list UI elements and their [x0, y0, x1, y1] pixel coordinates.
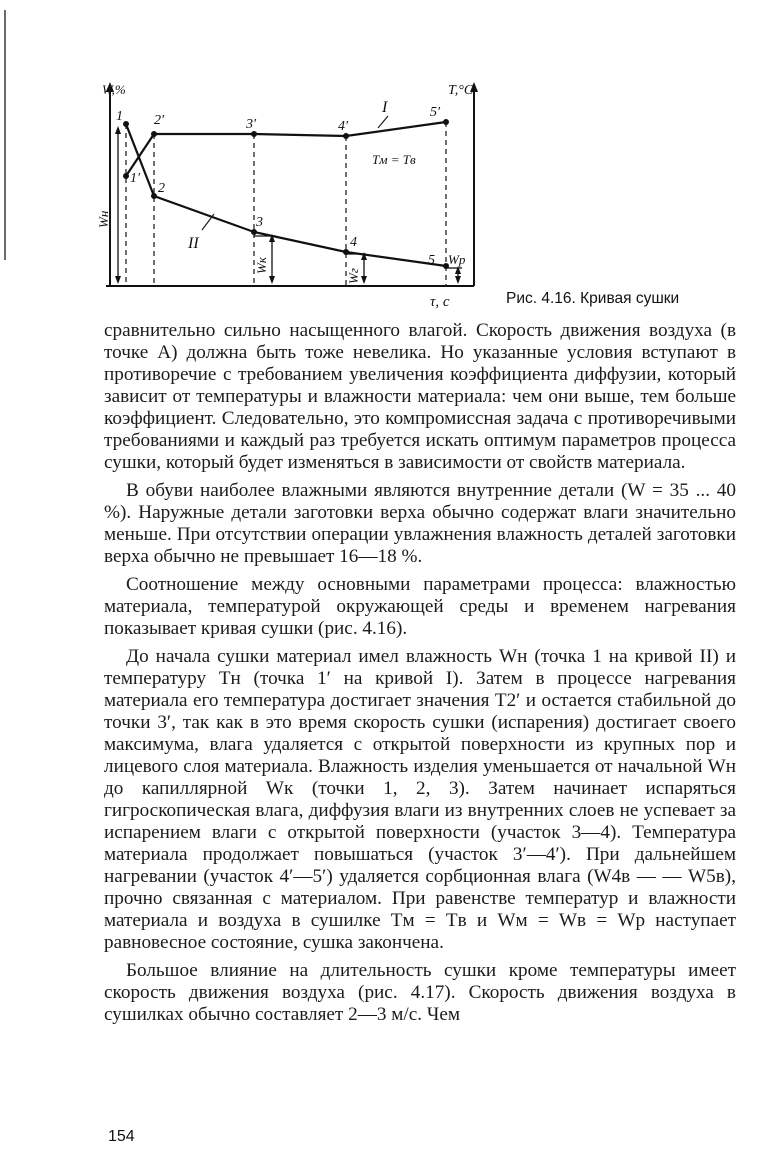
point-1p-label: 1′ — [130, 171, 141, 186]
wp-label: Wр — [448, 252, 466, 267]
point-5p-label: 5′ — [430, 105, 441, 120]
figure-caption: Рис. 4.16. Кривая сушки — [506, 290, 680, 307]
drying-curve-figure — [96, 78, 496, 310]
left-axis-label: W,% — [102, 82, 126, 97]
point-4p-label: 4′ — [338, 119, 349, 134]
curve-points — [123, 119, 449, 269]
curve-II-moisture — [126, 124, 446, 266]
point-4-label: 4 — [350, 235, 357, 250]
point-2-label: 2 — [158, 181, 165, 196]
drying-curve-diagram — [96, 78, 496, 310]
curve-I-temperature — [126, 122, 446, 176]
page-number: 154 — [108, 1128, 135, 1145]
paragraph-1: сравнительно сильно насыщенного влагой. Скорость движения воздуха (в точке А) должна быть тоже невелика. Но указанные условия вступают в противоречие с требованием увеличения коэффициента диффузии, который зависит от температуры и влажности материала: чем они выше, тем больше коэффициент. Следовательно, это компромиссная задача с противоречивыми требованиями и каждый раз требуется искать оптимум параметров процесса сушки, который будет изменяться в зависимости от свойств материала. — [104, 320, 736, 473]
wn-label: Wн — [96, 210, 111, 228]
point-3p-label: 3′ — [246, 117, 257, 132]
body-text — [104, 320, 736, 1032]
paragraph-4: До начала сушки материал имел влажность Wн (точка 1 на кривой II) и температуру Tн (точка 1′ на кривой I). Затем в процессе нагревания материала его температура достигает значения T2′ и остается стабильной до точки 3′, так как в это время скорость сушки (испарения) достигает своего максимума, влага удаляется с открытой поверхности из крупных пор и лицевого слоя материала. Влажность изделия уменьшается от начальной Wн до капиллярной Wк (точки 1, 2, 3). Затем начинает испаряться гигроскопическая влага, диффузия влаги из внутренних слоев не успевает за испарением влаги с открытой поверхности (участок 3—4). Температура материала продолжает повышаться (участок 3′—4′). При дальнейшем нагревании (участок 4′—5′) удаляется сорбционная влага (W4в — — W5в), прочно связанная с материалом. При равенстве температур и влажности материала и воздуха в сушилке Tм = Tв и Wм = Wв = Wр наступает равновесное состояние, сушка закончена. — [104, 646, 736, 953]
point-2p-label: 2′ — [154, 113, 165, 128]
wk-label: Wк — [254, 257, 269, 274]
curve-I-label: I — [382, 99, 388, 116]
paragraph-5: Большое влияние на длительность сушки кроме температуры имеет скорость движения воздуха (рис. 4.17). Скорость движения воздуха в сушилках обычно составляет 2—3 м/с. Чем — [104, 960, 736, 1025]
point-5-label: 5 — [428, 253, 435, 268]
curve-I-leader — [378, 116, 388, 128]
curve-II-label: II — [188, 235, 199, 252]
equality-label: Tм = Tв — [372, 152, 416, 167]
paragraph-2: В обуви наиболее влажными являются внутренние детали (W = 35 ... 40 %). Наружные детали заготовки верха обычно содержат влаги значительно меньше. При отсутствии операции увлажнения влажность деталей заготовки верха обычно не превышает 16—18 %. — [104, 480, 736, 567]
paragraph-3: Соотношение между основными параметрами процесса: влажностью материала, температурой окружающей среды и временем нагревания показывает кривая сушки (рис. 4.16). — [104, 574, 736, 639]
point-3-label: 3 — [256, 215, 263, 230]
binding-edge — [4, 10, 6, 260]
wg-label: Wг — [346, 268, 361, 284]
bottom-axis-label: τ, c — [430, 294, 450, 310]
point-1-label: 1 — [116, 109, 123, 124]
right-axis-label: T,°C — [448, 83, 474, 98]
